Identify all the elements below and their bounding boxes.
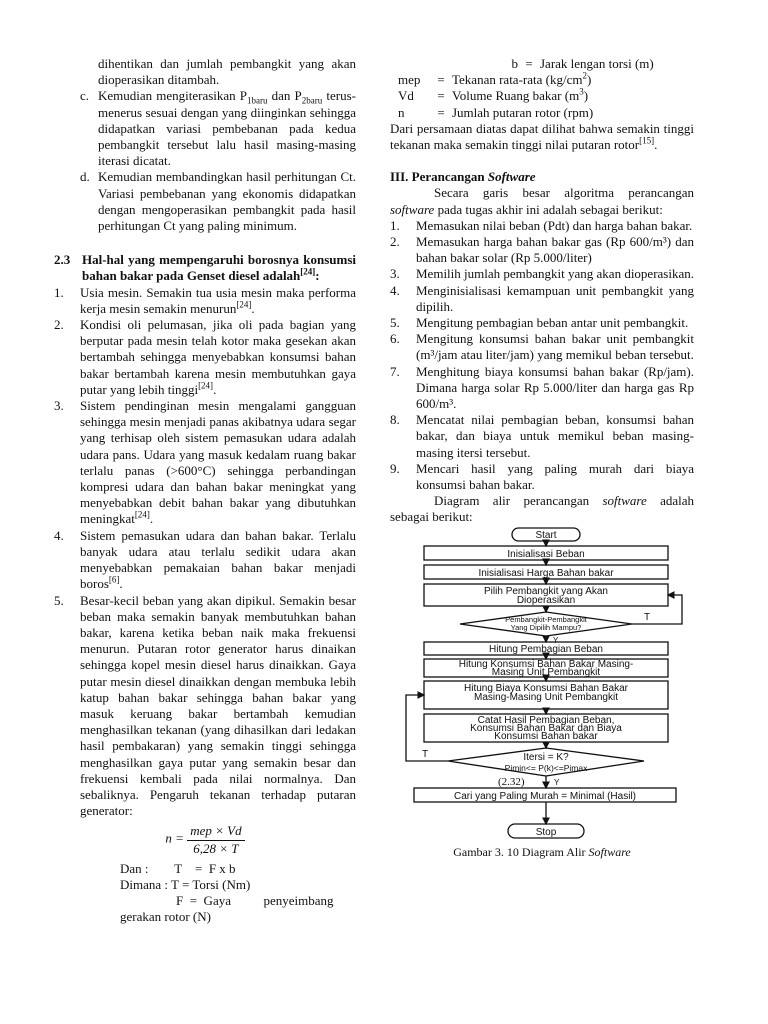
flow-biaya-label-2: Masing-Masing Unit Pembangkit (474, 691, 618, 703)
flow-t-label-2: T (422, 748, 429, 760)
list-text: Kondisi oli pelumasan, jika oli pada bagian yang berputar pada mesin telah kotor maka gesekan akan bertambah sehingga menyebabkan konsumsi bahan bakar bertambah karena mesin membutuhkan gaya putar yang lebih tinggi (80, 317, 356, 397)
step-number: 9. (390, 460, 400, 476)
flow-y-label-2: Y (554, 777, 560, 787)
step-number: 1. (390, 217, 400, 233)
flow-catat-label-3: Konsumsi Bahan bakar (494, 730, 598, 742)
figure-caption: Gambar 3. 10 Diagram Alir Software (453, 844, 631, 859)
intro-paragraph: Secara garis besar algoritma perancangan software pada tugas akhir ini adalah sebagai berikut: (390, 185, 694, 217)
step-number: 3. (390, 266, 400, 282)
step-number: 8. (390, 412, 400, 428)
flow-y-label-1: Y (553, 635, 559, 645)
flow-decision-label-1: Pembangkit-Pembangkit (505, 614, 587, 624)
flow-init-harga-label: Inisialisasi Harga Bahan bakar (478, 567, 614, 579)
left-column (54, 56, 356, 926)
flow-start-label: Start (535, 529, 557, 541)
flow-konsumsi-label-1: Hitung Konsumsi Bahan Bakar Masing- (458, 658, 634, 670)
step-number: 6. (390, 331, 400, 347)
step-text: Menginisialisasi kemampuan unit pembangkit yang dipilih. (416, 282, 694, 314)
list-text: Sistem pendinginan mesin mengalami gangguan sehingga mesin menjadi panas akibatnya udara segar yang terhisap oleh sistem pemasukan udara adalah udara pans. Udara yang masuk kedalam ruang bakar terlalu panas (>600°C) sehingga perbandingan kompresi udara dan bahan bakar meningkat yang menyebabkan debit bahan bakar yang dibutuhkan meningkat (80, 398, 356, 527)
flow-konsumsi-label-2: Masing Unit Pembangkit (491, 666, 601, 678)
step-number: 2. (390, 234, 400, 250)
f-continuation: gerakan rotor (N) (120, 909, 211, 925)
item-b-continuation: dihentikan dan jumlah pembangkit yang akan dioperasikan ditambah. (98, 56, 356, 88)
algorithm-step (390, 266, 694, 282)
flow-stop-label: Stop (535, 826, 557, 838)
flow-catat-label-2: Konsumsi Bahan Bakar dan Biaya (470, 722, 622, 734)
flow-equation-ref: (2.32) (498, 775, 525, 788)
step-number: 7. (390, 363, 400, 379)
algorithm-step (390, 315, 694, 331)
step-number: 5. (390, 315, 400, 331)
step-text: Memilih jumlah pembangkit yang akan dioperasikan. (416, 266, 694, 282)
item-label: d. (80, 169, 90, 185)
formula-n: n = $\frac{\text{mep × Vd}}{6,28 \times T}$ (54, 823, 356, 856)
flow-biaya-label-1: Hitung Biaya Konsumsi Bahan Bakar (464, 682, 628, 694)
definition-row: n = Jumlah putaran rotor (rpm) (398, 104, 594, 120)
item-text: Kemudian membandingkan hasil perhitungan Ct. Variasi pembebanan yang ekonomis didapatkan dengan mengoperasikan pembangkit pada hasil perhitungan Ct yang paling minimum. (98, 169, 356, 234)
list-number: 5. (54, 592, 64, 608)
list-item: 2. Kondisi oli pelumasan, jika oli pada bagian yang berputar pada mesin telah kotor maka gesekan akan bertambah sehingga menyebabkan konsumsi bahan bakar bertambah karena mesin membutuhkan gaya putar yang lebih tinggi[24]. (54, 317, 356, 397)
step-text: Menghitung biaya konsumsi bahan bakar (Rp/jam). Dimana harga solar Rp 5.000/liter dan harga gas Rp 600/m³. (416, 363, 694, 412)
step-text: Memasukan nilai beban (Pdt) dan harga bahan bakar. (416, 217, 693, 233)
list-number: 3. (54, 398, 64, 414)
variable-definitions (390, 56, 694, 121)
definition-row: mep = Tekanan rata-rata $(kg/cm^2)$ (398, 70, 592, 88)
definition-row: Vd = Volume Ruang bakar $(m^3)$ (398, 87, 589, 104)
list-text: Usia mesin. Semakin tua usia mesin maka performa kerja mesin semakin menurun (80, 284, 356, 316)
list-item-d (54, 169, 356, 234)
flow-cari-label: Cari yang Paling Murah = Minimal (Hasil) (453, 790, 637, 802)
flowchart (402, 526, 692, 842)
list-item: 4. Sistem pemasukan udara dan bahan bakar. Terlalu banyak udara atau terlalu sedikit udara akan menyebabkan pemakaian bahan bakar menjadi boros[6]. (54, 527, 356, 592)
list-number: 1. (54, 284, 64, 300)
algorithm-step (390, 461, 694, 493)
section-heading-2-3: 2.3 Hal-hal yang mempengaruhi borosnya konsumsi bahan bakar pada Genset diesel adalah[24]: (54, 252, 356, 284)
section-heading-iii: III. Perancangan Software (390, 169, 536, 185)
list-text: Besar-kecil beban yang akan dipikul. Semakin besar beban maka semakin banyak membutuhkan bahan bakar, karena ketika beban naik maka frekuensi menurun. Putaran rotor generator harus dinaikan sehingga kopel mesin diesel harus dinaikkan. Gaya putar mesin diesel dinaikkan dengan membuka lebih katup bahan bakar sehingga bahan bakar yang masuk keruang bakar bertambah kemudian menghasilkan tekanan (yang dihasilkan dari ledakan hasil pembakaran) yang semakin tinggi sehingga menghasilkan gaya putar yang semakin besar dan frekuensi kembali pada nilai normalnya. Dan sebaliknya. Pengaruh tekanan terhadap putaran generator: (80, 592, 356, 819)
dan-line: Dan : T = F x b (120, 860, 236, 876)
step-text: Mengitung pembagian beban antar unit pembangkit. (416, 315, 689, 331)
list-item-c: c. Kemudian mengiterasikan $P_{1baru}$ dan $P_{2baru}$ terus-menerus sesuai dengan yang diinginkan sehingga didapatkan variasi pembebanan pada kedua pembangkit tersebut lalu hasil masing-masing iterasi dicatat. (80, 88, 356, 169)
list-number: 2. (54, 317, 64, 333)
algorithm-step (390, 234, 694, 266)
step-number: 4. (390, 282, 400, 298)
right-column (390, 56, 694, 860)
flow-catat-label-1: Catat Hasil Pembagian Beban, (477, 714, 615, 726)
flow-pilih-label-1: Pilih Pembangkit yang Akan (484, 585, 608, 597)
list-item (54, 593, 356, 820)
item-label: c. (80, 88, 90, 104)
flow-iterasi-label-1: Itersi = K? (523, 751, 569, 763)
flow-decision-label-2: Yang Dipilih Mampu? (510, 622, 582, 632)
algorithm-steps (390, 218, 694, 493)
flow-pilih-label-2: Dioperasikan (516, 594, 576, 606)
conclusion-paragraph: Dari persamaan diatas dapat dilihat bahwa semakin tinggi tekanan maka semakin tinggi nilai putaran rotor[15]. (390, 120, 694, 153)
list-item: 3. Sistem pendinginan mesin mengalami gangguan sehingga mesin menjadi panas akibatnya udara segar yang terhisap oleh sistem pemasukan udara adalah udara pans. Udara yang masuk kedalam ruang bakar terlalu panas (>600°C) sehingga perbandingan kompresi udara dan bahan bakar meningkat yang menyebabkan debit bahan bakar yang dibutuhkan meningkat[24]. (54, 398, 356, 527)
step-text: Mencatat nilai pembagian beban, konsumsi bahan bakar, dan biaya untuk memikul beban masing-masing itersi tersebut. (416, 412, 694, 460)
algorithm-step (390, 364, 694, 413)
flow-iterasi-label-2: Pimin<= P(k)<=Pimax (504, 762, 588, 773)
step-text: Mengitung konsumsi bahan bakar unit pembangkit (m³/jam atau liter/jam) yang memikul beban tersebut. (416, 331, 694, 363)
list-text: Sistem pemasukan udara dan bahan bakar. Terlalu banyak udara atau terlalu sedikit udara akan menyebabkan pemakaian bahan bakar menjadi boros (80, 527, 356, 592)
section-title: Hal-hal yang mempengaruhi borosnya konsumsi bahan bakar pada Genset diesel adalah (82, 252, 356, 284)
algorithm-step (390, 218, 694, 234)
list-item: 1. Usia mesin. Semakin tua usia mesin maka performa kerja mesin semakin menurun[24]. (54, 284, 356, 316)
algorithm-step (390, 283, 694, 315)
section-number: 2.3 (54, 252, 71, 268)
definition-row: b = Jarak lengan torsi (m) (511, 56, 654, 71)
flow-t-label-1: T (644, 611, 651, 623)
f-line: F = Gaya penyeimbang (176, 893, 334, 909)
algorithm-step (390, 331, 694, 363)
diagram-intro: Diagram alir perancangan software adalah sebagai berikut: (390, 493, 695, 525)
list-number: 4. (54, 527, 64, 543)
numbered-list (54, 285, 356, 820)
step-text: Mencari hasil yang paling murah dari biaya konsumsi bahan bakar. (416, 460, 694, 493)
algorithm-step (390, 412, 694, 461)
dimana-line: Dimana : T = Torsi (Nm) (120, 876, 251, 892)
flow-hitung-bagi-label: Hitung Pembagian Beban (489, 643, 603, 655)
step-text: Memasukan harga bahan bakar gas (Rp 600/m³) dan bahan bakar solar (Rp 5.000/liter) (416, 234, 694, 266)
flow-init-beban-label: Inisialisasi Beban (507, 548, 585, 560)
